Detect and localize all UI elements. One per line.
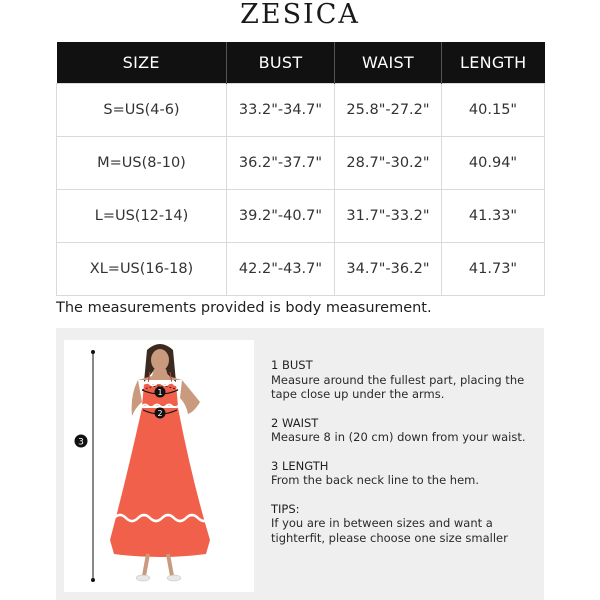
cell-length: 41.73" <box>442 242 545 295</box>
cell-length: 40.94" <box>442 136 545 189</box>
header-waist: WAIST <box>335 42 442 83</box>
cell-waist: 25.8"-27.2" <box>335 83 442 136</box>
table-row <box>57 83 545 136</box>
right-leg <box>168 554 172 576</box>
marker-3-label: 3 <box>78 437 84 448</box>
head-shape <box>151 349 169 371</box>
bust-instruction <box>271 358 533 402</box>
header-bust: BUST <box>227 42 335 83</box>
cell-waist: 34.7"-36.2" <box>335 242 442 295</box>
model-figure <box>64 340 254 592</box>
length-instruction <box>271 459 533 488</box>
cell-waist: 28.7"-30.2" <box>335 136 442 189</box>
measurement-guide-panel <box>56 328 544 600</box>
table-header-row <box>57 42 545 83</box>
waist-title: 2 WAIST <box>271 415 319 430</box>
tips-title: TIPS: <box>271 501 300 516</box>
header-size: SIZE <box>57 42 227 83</box>
bust-title: 1 BUST <box>271 358 313 372</box>
length-guide-top <box>91 350 95 354</box>
length-text: From the back neck line to the hem. <box>271 473 480 487</box>
dress-illustration <box>64 340 254 592</box>
cell-length: 40.15" <box>442 83 545 136</box>
cell-bust: 42.2"-43.7" <box>227 242 335 295</box>
length-guide-bottom <box>91 578 95 582</box>
table-row <box>57 242 545 295</box>
cell-size: S=US(4-6) <box>57 83 227 136</box>
right-arm-shape <box>180 380 200 414</box>
cell-length: 41.33" <box>442 189 545 242</box>
marker-2-label: 2 <box>157 409 163 418</box>
table-row <box>57 136 545 189</box>
measurement-note: The measurements provided is body measurement. <box>56 300 432 316</box>
measurement-instructions <box>271 358 533 559</box>
left-arm-shape <box>132 380 142 416</box>
hem-ruffle <box>110 540 210 557</box>
cell-size: XL=US(16-18) <box>57 242 227 295</box>
left-shoe <box>136 575 150 581</box>
cell-waist: 31.7"-33.2" <box>335 189 442 242</box>
brand-logo: ZESICA <box>240 0 360 30</box>
left-leg <box>144 554 148 576</box>
length-title: 3 LENGTH <box>271 458 329 473</box>
header-length: LENGTH <box>442 42 545 83</box>
cell-size: L=US(12-14) <box>57 189 227 242</box>
cell-size: M=US(8-10) <box>57 136 227 189</box>
waist-instruction <box>271 416 533 445</box>
waist-text: Measure 8 in (20 cm) down from your waist. <box>271 430 526 444</box>
tips-text: If you are in between sizes and want a tighterfit, please choose one size smaller <box>271 516 508 545</box>
cell-bust: 33.2"-34.7" <box>227 83 335 136</box>
table-row <box>57 189 545 242</box>
bust-text: Measure around the fullest part, placing the tape close up under the arms. <box>271 372 525 401</box>
shoulders-shape <box>138 369 182 380</box>
right-shoe <box>167 575 181 581</box>
cell-bust: 36.2"-37.7" <box>227 136 335 189</box>
cell-bust: 39.2"-40.7" <box>227 189 335 242</box>
marker-1-label: 1 <box>157 388 163 397</box>
size-chart-table <box>56 42 545 296</box>
tips-block <box>271 502 533 546</box>
